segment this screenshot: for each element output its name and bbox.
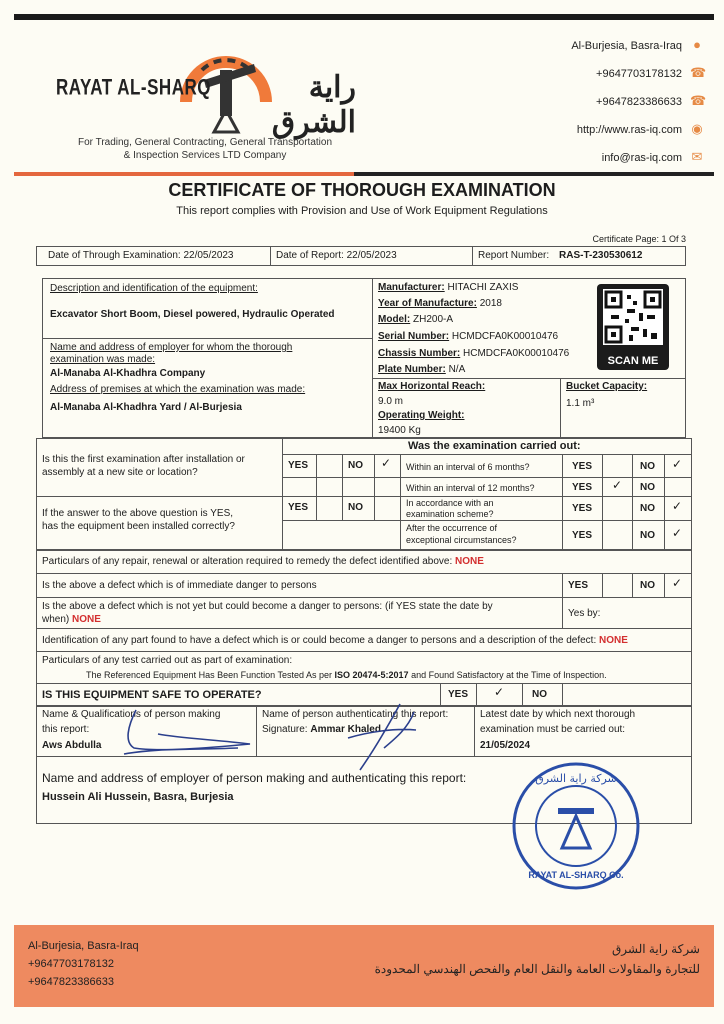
carried-out-heading: Was the examination carried out:: [408, 440, 581, 452]
c4-yes: YES: [572, 530, 593, 541]
header-website[interactable]: http://www.ras-iq.com: [576, 124, 682, 136]
header-address: Al-Burjesia, Basra-Iraq: [571, 40, 682, 52]
c2-yes-check: ✓: [612, 478, 623, 492]
ident-value: NONE: [599, 635, 628, 646]
q1-line-2: assembly at a new site or location?: [42, 467, 198, 478]
weight-value: 19400 Kg: [378, 425, 421, 436]
equipment-desc-value: Excavator Short Boom, Diesel powered, Hydraulic Operated: [50, 309, 335, 320]
test-value-1: The Referenced Equipment Has Been Function Tested As per: [86, 670, 332, 680]
header-contact: [571, 37, 707, 178]
logo-english-text: RAYAT AL-SHARQ: [56, 75, 211, 100]
q2-yes: YES: [288, 502, 309, 513]
next-date: 21/05/2024: [480, 740, 531, 751]
c1-yes: YES: [572, 461, 593, 472]
yes-by-label: Yes by:: [568, 608, 601, 619]
certificate-page: Certificate Page: 1 Of 3: [592, 234, 686, 244]
reach-value: 9.0 m: [378, 396, 404, 407]
report-date: Date of Report: 22/05/2023: [276, 250, 397, 261]
tagline-line-2: & Inspection Services LTD Company: [123, 150, 287, 161]
tagline-line-1: For Trading, General Contracting, General Transportation: [77, 137, 333, 148]
serial-label: Serial Number:: [378, 331, 450, 342]
certificate-title: CERTIFICATE OF THOROUGH EXAMINATION: [168, 180, 556, 200]
employer-label-2: examination was made:: [50, 354, 156, 365]
safe-yes: YES: [448, 689, 469, 700]
footer-arabic-line-2: للتجارة والمقاولات العامة والنقل العام والفحص الهندسي المحدودة: [374, 962, 700, 976]
premises-label: Address of premises at which the examination was made:: [50, 384, 306, 395]
test-standard: ISO 20474-5:2017: [334, 670, 409, 680]
footer: [14, 925, 714, 1007]
danger-label: Is the above a defect which is of immediate danger to persons: [42, 580, 317, 591]
footer-arabic-line-1: شركة راية الشرق: [611, 942, 700, 956]
employer-person-value: Hussein Ali Hussein, Basra, Burjesia: [42, 791, 234, 803]
c3-no-check: ✓: [672, 499, 683, 513]
manufacturer-value: HITACHI ZAXIS: [447, 282, 519, 293]
globe-icon: ◉: [691, 121, 703, 136]
equipment-desc-label: Description and identification of the equipment:: [50, 283, 258, 294]
scheme-line-1: In accordance with an: [406, 498, 494, 508]
footer-phone-2: +9647823386633: [28, 976, 114, 988]
c3-yes: YES: [572, 503, 593, 514]
year-value: 2018: [479, 298, 502, 309]
auth-label: Name of person authenticating this report:: [262, 709, 449, 720]
footer-arabic: [375, 939, 700, 979]
maker-label-1: Name & Qualifications of person making: [42, 709, 221, 720]
manufacturer-label: Manufacturer:: [378, 282, 445, 293]
test-label: Particulars of any test carried out as part of examination:: [42, 655, 293, 666]
c3-no: NO: [640, 503, 655, 514]
report-number: RAS-T-230530612: [559, 250, 643, 261]
maker-label-2: this report:: [42, 724, 90, 735]
safe-question: IS THIS EQUIPMENT SAFE TO OPERATE?: [42, 689, 262, 701]
chassis-value: HCMDCFA0K00010476: [463, 348, 570, 359]
next-label-1: Latest date by which next thorough: [480, 709, 636, 720]
plate-label: Plate Number:: [378, 364, 446, 375]
header-email[interactable]: info@ras-iq.com: [601, 152, 682, 164]
safe-no: NO: [532, 689, 547, 700]
serial-value: HCMDCFA0K00010476: [451, 331, 559, 342]
employer-label-1: Name and address of employer for whom the thorough: [50, 342, 293, 353]
footer-contact: [28, 937, 139, 991]
exceptional-line-1: After the occurrence of: [406, 523, 498, 533]
test-value-2: and Found Satisfactory at the Time of Inspection.: [411, 670, 607, 680]
qr-code-icon: [603, 289, 663, 345]
premises-value: Al-Manaba Al-Khadhra Yard / Al-Burjesia: [50, 402, 242, 413]
location-pin-icon: ●: [693, 37, 701, 52]
c1-no-check: ✓: [672, 457, 683, 471]
bucket-value: 1.1 m³: [566, 398, 595, 409]
c2-yes: YES: [572, 482, 593, 493]
danger-no: NO: [640, 580, 655, 591]
next-label-2: examination must be carried out:: [480, 724, 626, 735]
interval-6-months: Within an interval of 6 months?: [406, 462, 530, 472]
stamp-english-text: RAYAT AL-SHARQ Co.: [528, 870, 624, 880]
repair-label: Particulars of any repair, renewal or alteration required to remedy the defect identified above:: [42, 556, 453, 567]
logo-arabic-text: راية الشرق: [271, 71, 356, 139]
plate-value: N/A: [448, 364, 466, 375]
qr-code[interactable]: [597, 284, 669, 370]
maker-signature: [118, 704, 268, 756]
danger-yes: YES: [568, 580, 589, 591]
phone-icon: ☎: [690, 65, 707, 80]
top-bar: [14, 14, 714, 20]
auth-signature: [338, 698, 428, 778]
model-value: ZH200-A: [413, 314, 454, 325]
q1-line-1: Is this the first examination after installation or: [42, 454, 245, 465]
header-phone-1: +9647703178132: [596, 68, 682, 80]
employer-person-label: Name and address of employer of person making and authenticating this report:: [42, 771, 467, 785]
scheme-line-2: examination scheme?: [406, 509, 494, 519]
q1-no-check: ✓: [381, 456, 392, 470]
q2-line-2: has the equipment been installed correctly?: [42, 521, 235, 532]
auth-name: Ammar Khaled: [310, 724, 381, 735]
q1-yes: YES: [288, 460, 309, 471]
exam-date: Date of Through Examination: 22/05/2023: [48, 250, 234, 261]
maker-name: Aws Abdulla: [42, 740, 102, 751]
company-stamp: [510, 760, 642, 892]
future-label-2: when): [42, 614, 70, 625]
weight-label: Operating Weight:: [378, 410, 465, 421]
bucket-label: Bucket Capacity:: [566, 381, 648, 392]
c4-no: NO: [640, 530, 655, 541]
header-rule-black: [354, 172, 714, 176]
c4-no-check: ✓: [672, 526, 683, 540]
footer-address: Al-Burjesia, Basra-Iraq: [28, 940, 139, 952]
interval-12-months: Within an interval of 12 months?: [406, 483, 535, 493]
mail-icon: ✉: [691, 149, 703, 164]
reach-label: Max Horizontal Reach:: [378, 381, 486, 392]
model-label: Model:: [378, 314, 411, 325]
q2-line-1: If the answer to the above question is YES,: [42, 508, 234, 519]
auth-signature-label: Signature:: [262, 724, 308, 735]
chassis-label: Chassis Number:: [378, 348, 461, 359]
exceptional-line-2: exceptional circumstances?: [406, 535, 517, 545]
header-rule-orange: [14, 172, 354, 176]
scan-me-label: SCAN ME: [607, 355, 659, 367]
q2-no: NO: [348, 502, 363, 513]
safe-yes-check: ✓: [494, 685, 505, 699]
future-value: NONE: [72, 614, 101, 625]
future-label-1: Is the above a defect which is not yet but could become a danger to persons: (if YES state the date by: [42, 601, 493, 612]
report-number-label: Report Number:: [478, 250, 550, 261]
certificate-subtitle: This report complies with Provision and Use of Work Equipment Regulations: [176, 205, 548, 217]
company-tagline: [55, 136, 355, 162]
q1-no: NO: [348, 460, 363, 471]
phone-icon: ☎: [690, 93, 707, 108]
year-label: Year of Manufacture:: [378, 298, 477, 309]
c1-no: NO: [640, 461, 655, 472]
repair-value: NONE: [455, 556, 484, 567]
footer-phone-1: +9647703178132: [28, 958, 114, 970]
company-logo: [56, 38, 356, 139]
employer-value: Al-Manaba Al-Khadhra Company: [50, 368, 206, 379]
header-phone-2: +9647823386633: [596, 96, 682, 108]
ident-label: Identification of any part found to have a defect which is or could become a danger to persons and a description of the defect:: [42, 635, 597, 646]
danger-no-check: ✓: [672, 576, 683, 590]
stamp-arabic-text: شركة راية الشرق: [535, 772, 617, 785]
c2-no: NO: [640, 482, 655, 493]
